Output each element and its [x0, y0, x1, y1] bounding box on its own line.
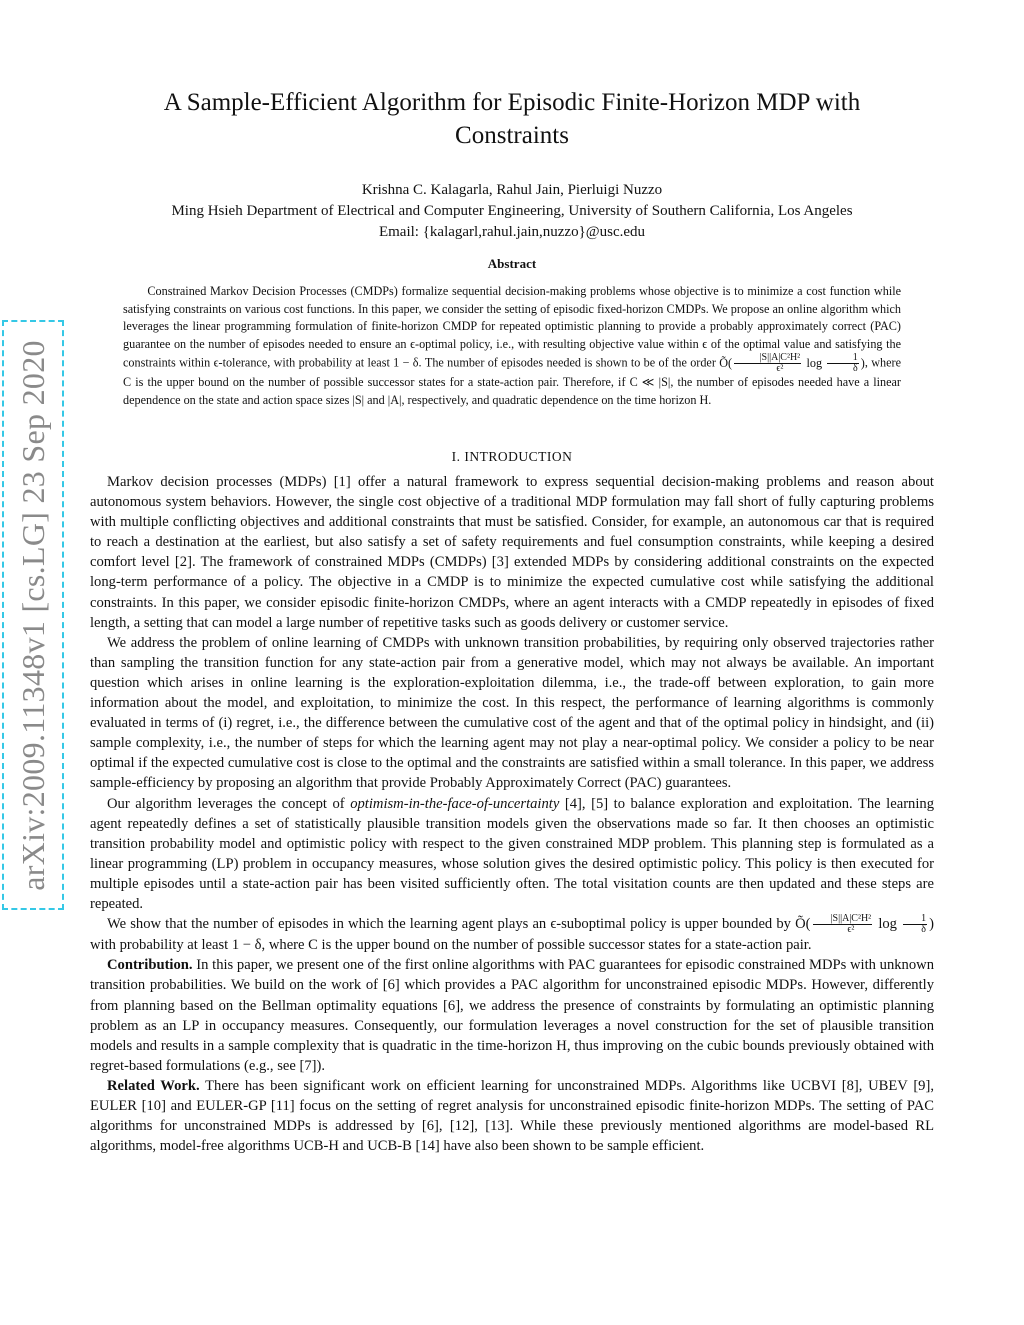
intro-paragraph-4: We show that the number of episodes in which the learning agent plays an ϵ-suboptimal policy is upper bounded by Õ( $\frac{\text{|S||A|C²H²}}{\text{ϵ²}}$ log $\frac{1}{\delta}$ ) with probability at least 1 − δ, where C is the upper bound on the number of possible successor states for a state-action pair. — [90, 913, 934, 954]
abstract-bound: Õ( $\frac{\text{|S||A|C²H²}}{\text{ϵ²}}$ log $\frac{1}{\delta}$ ) — [719, 352, 865, 375]
inline-bound: Õ( $\frac{\text{|S||A|C²H²}}{\text{ϵ²}}$ log $\frac{1}{\delta}$ ) — [795, 913, 934, 936]
email: Email: {kalagarl,rahul.jain,nuzzo}@usc.edu — [378, 224, 646, 240]
arxiv-stamp — [2, 320, 64, 910]
abstract-text — [123, 283, 901, 410]
intro-paragraph-2: We address the problem of online learning of CMDPs with unknown transition probabilities, by requiring only observed trajectories rather than sampling the transition function for any state-action pair from a generative model, which may not always be available. An important question which arises in online learning is the exploration-exploitation dilemma, i.e., the trade-off between exploration, to gain more information about the model, and exploitation, to minimize the cost. In this respect, the performance of learning algorithms is commonly evaluated in terms of (i) regret, i.e., the difference between the cumulative cost of the agent and that of the optimal policy in hindsight, and (ii) sample complexity, i.e., the number of steps for which the learning agent may not play a near-optimal policy. We consider a policy to be near optimal if the expected cumulative cost is close to the optimal and the constraints are satisfied within a small tolerance. In this paper, we address sample-efficiency by proposing an algorithm that provide Probably Approximately Correct (PAC) guarantees. — [90, 634, 934, 792]
paper-title: A Sample-Efficient Algorithm for Episodic Finite-Horizon MDP with Constraints — [163, 89, 861, 149]
affiliation: Ming Hsieh Department of Electrical and Computer Engineering, University of Southern California, Los Angeles — [171, 203, 853, 219]
bound-fraction: $\frac{\text{|S||A|C²H²}}{\text{ϵ²}}$ — [734, 353, 801, 374]
emphasis-optimism: optimism-in-the-face-of-uncertainty — [350, 795, 560, 812]
introduction-body — [90, 472, 934, 1156]
contribution-label: Contribution. — [107, 957, 193, 974]
section-heading-introduction: I. INTRODUCTION — [451, 449, 573, 464]
author-names: Krishna C. Kalagarla, Rahul Jain, Pierluigi Nuzzo — [361, 182, 663, 198]
log-fraction: $\frac{1}{\delta}$ — [827, 353, 858, 374]
related-work-label: Related Work. — [107, 1077, 200, 1094]
intro-paragraph-1: Markov decision processes (MDPs) [1] offer a natural framework to express sequential decision-making problems and reason about autonomous system behaviors. However, the single cost objective of a traditional MDP formulation may fall short of fully capturing problems with multiple conflicting objectives and additional constraints that must be satisfied. Consider, for example, an autonomous car that is required to reach a destination at the earliest, but also satisfy a set of safety requirements and fuel consumption constraints, while keeping a desired comfort level [2]. The framework of constrained MDPs (CMDPs) [3] extended MDPs by considering additional constraints on the expected long-term performance of a policy. The objective in a CMDP is to minimize the expected cumulative cost while satisfying the additional constraints. In this paper, we consider episodic finite-horizon CMDPs, where an agent interacts with a CMDP repeatedly in episodes of fixed length, a setting that can model a large number of repetitive tasks such as goods delivery or customer service. — [90, 474, 934, 631]
abstract-part-2: , where C is the upper bound on the number of possible successor states for a state-action pair. Therefore, if C ≪ |S|, the number of episodes needed have a linear dependence on the state and action space sizes |S| and |A|, respectively, and quadratic dependence on the time horizon H. — [123, 355, 901, 407]
abstract-heading: Abstract — [487, 256, 537, 271]
intro-paragraph-3: Our algorithm leverages the concept of optimism-in-the-face-of-uncertainty [4], [5] to balance exploration and exploitation. The learning agent repeatedly defines a set of statistically plausible transition models given the observations made so far. It then chooses an optimistic transition probability model and optimistic policy with respect to the given constrained MDP problem. This planning step is formulated as a linear programming (LP) problem in occupancy measures, whose solution gives the desired optimistic policy. This policy is then executed for multiple episodes until a state-action pair has been visited sufficiently often. The total visitation counts are then updated and these steps are repeated. — [90, 795, 934, 912]
intro-paragraph-related-work: Related Work. There has been significant work on efficient learning for unconstrained MDPs. Algorithms like UCBVI [8], UBEV [9], EULER [10] and EULER-GP [11] focus on the setting of regret analysis for unconstrained episodic finite-horizon MDPs. The setting of PAC algorithms for unconstrained MDPs is addressed by [6], [12], [13]. While these previously mentioned algorithms are model-based RL algorithms, model-free algorithms UCB-H and UCB-B [14] have also been shown to be sample efficient. — [90, 1077, 934, 1155]
author-block — [80, 180, 944, 243]
intro-paragraph-contribution: Contribution. In this paper, we present one of the first online algorithms with PAC guarantees for episodic constrained MDPs with unknown transition probabilities. We build on the work of [6] which provides a PAC algorithm for unconstrained episodic MDPs. However, differently from planning based on the Bellman optimality equations [6], we address the presence of constraints by formulating an optimistic planning problem as an LP in occupancy measures. Consequently, our formulation leverages a novel construction for the set of plausible transition models and results in a sample complexity that is quadratic in the time-horizon H, thus improving on the cubic bounds previously obtained with regret-based formulations (e.g., see [7]). — [90, 957, 934, 1074]
abstract-part-1: Constrained Markov Decision Processes (CMDPs) formalize sequential decision-making problems whose objective is to minimize a cost function while satisfying constraints on various cost functions. In this paper, we consider the setting of episodic fixed-horizon CMDPs. We propose an online algorithm which leverages the linear programming formulation of finite-horizon CMDP for repeated optimistic planning to provide a probably approximately correct (PAC) guarantee on the number of episodes needed to ensure an ϵ-optimal policy, i.e., with resulting objective value within ϵ of the optimal value and satisfying the constraints within ϵ-tolerance, with probability at least 1 − δ. The number of episodes needed is shown to be of the order — [123, 284, 901, 370]
arxiv-id: arXiv:2009.11348v1 [cs.LG] 23 Sep 2020 — [14, 339, 51, 891]
